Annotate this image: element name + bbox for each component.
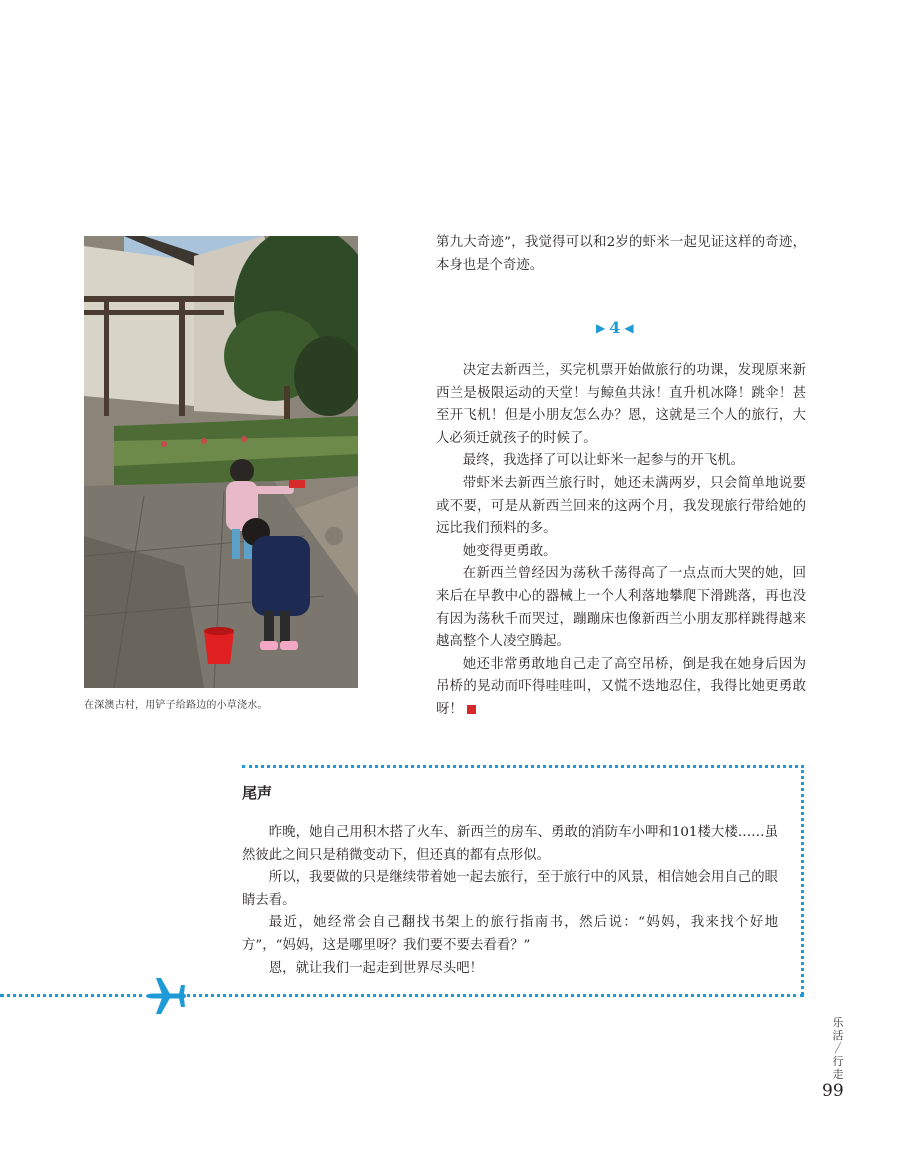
paragraph-text: 她还非常勇敢地自己走了高空吊桥，倒是我在她身后因为吊桥的晃动而吓得哇哇叫，又慌不迭地忍住，我得比她更勇敢呀！ bbox=[436, 656, 806, 717]
dotted-border-top bbox=[242, 765, 804, 768]
slash-divider: ╱ bbox=[834, 1043, 842, 1054]
page-number: 99 bbox=[822, 1081, 844, 1101]
paragraph: 最近，她经常会自己翻找书架上的旅行指南书，然后说：“妈妈，我来找个好地方”，“妈妈，这是哪里呀？我们要不要去看看？” bbox=[242, 915, 778, 953]
dotted-border-bottom bbox=[0, 994, 804, 997]
paragraph: 她变得更勇敢。 bbox=[462, 543, 557, 559]
paragraph: 带虾米去新西兰旅行时，她还未满两岁，只会简单地说要或不要，可是从新西兰回来的这两个月，我发现旅行带给她的远比我们预料的多。 bbox=[436, 475, 806, 537]
epilogue-title: 尾声 bbox=[242, 784, 273, 802]
airplane-icon bbox=[144, 977, 186, 1015]
section-label bbox=[828, 1016, 848, 1081]
section-label-a: 乐活 bbox=[832, 1016, 844, 1042]
paragraph: 所以，我要做的只是继续带着她一起去旅行，至于旅行中的风景，相信她会用自己的眼睛去看。 bbox=[242, 870, 778, 908]
section-body bbox=[436, 360, 806, 722]
section-label-b: 行走 bbox=[832, 1055, 844, 1081]
paragraph: 第九大奇迹”，我觉得可以和2岁的虾米一起见证这样的奇迹，本身也是个奇迹。 bbox=[436, 235, 806, 273]
paragraph: 最终，我选择了可以让虾米一起参与的开飞机。 bbox=[462, 453, 744, 469]
section-marker bbox=[596, 318, 634, 337]
photo-children-watering bbox=[84, 236, 358, 688]
triangle-left-icon: ◀ bbox=[624, 320, 634, 335]
dotted-border-right bbox=[801, 765, 804, 995]
paragraph: 昨晚，她自己用积木搭了火车、新西兰的房车、勇敢的消防车小呷和101楼大楼……虽然彼此之间只是稍微变动下，但还真的都有点形似。 bbox=[242, 825, 778, 863]
paragraph: 在新西兰曾经因为荡秋千荡得高了一点点而大哭的她，回来后在早教中心的器械上一个人利落地攀爬下滑跳落，再也没有因为荡秋千而哭过，蹦蹦床也像新西兰小朋友那样跳得越来越高整个人凌空腾起。 bbox=[436, 566, 806, 650]
end-mark-icon bbox=[467, 705, 476, 714]
epilogue-body bbox=[242, 822, 778, 980]
paragraph: 决定去新西兰，买完机票开始做旅行的功课，发现原来新西兰是极限运动的天堂！与鲸鱼共泳！直升机冰降！跳伞！甚至开飞机！但是小朋友怎么办？恩，这就是三个人的旅行，大人必须迁就孩子的时候了。 bbox=[436, 363, 806, 446]
continued-paragraph bbox=[436, 232, 806, 277]
paragraph-last bbox=[436, 654, 806, 722]
triangle-right-icon: ▶ bbox=[596, 320, 606, 335]
section-number: 4 bbox=[609, 318, 621, 337]
photo-caption: 在深澳古村，用铲子给路边的小草浇水。 bbox=[84, 700, 268, 711]
paragraph: 恩，就让我们一起走到世界尽头吧！ bbox=[268, 960, 484, 976]
